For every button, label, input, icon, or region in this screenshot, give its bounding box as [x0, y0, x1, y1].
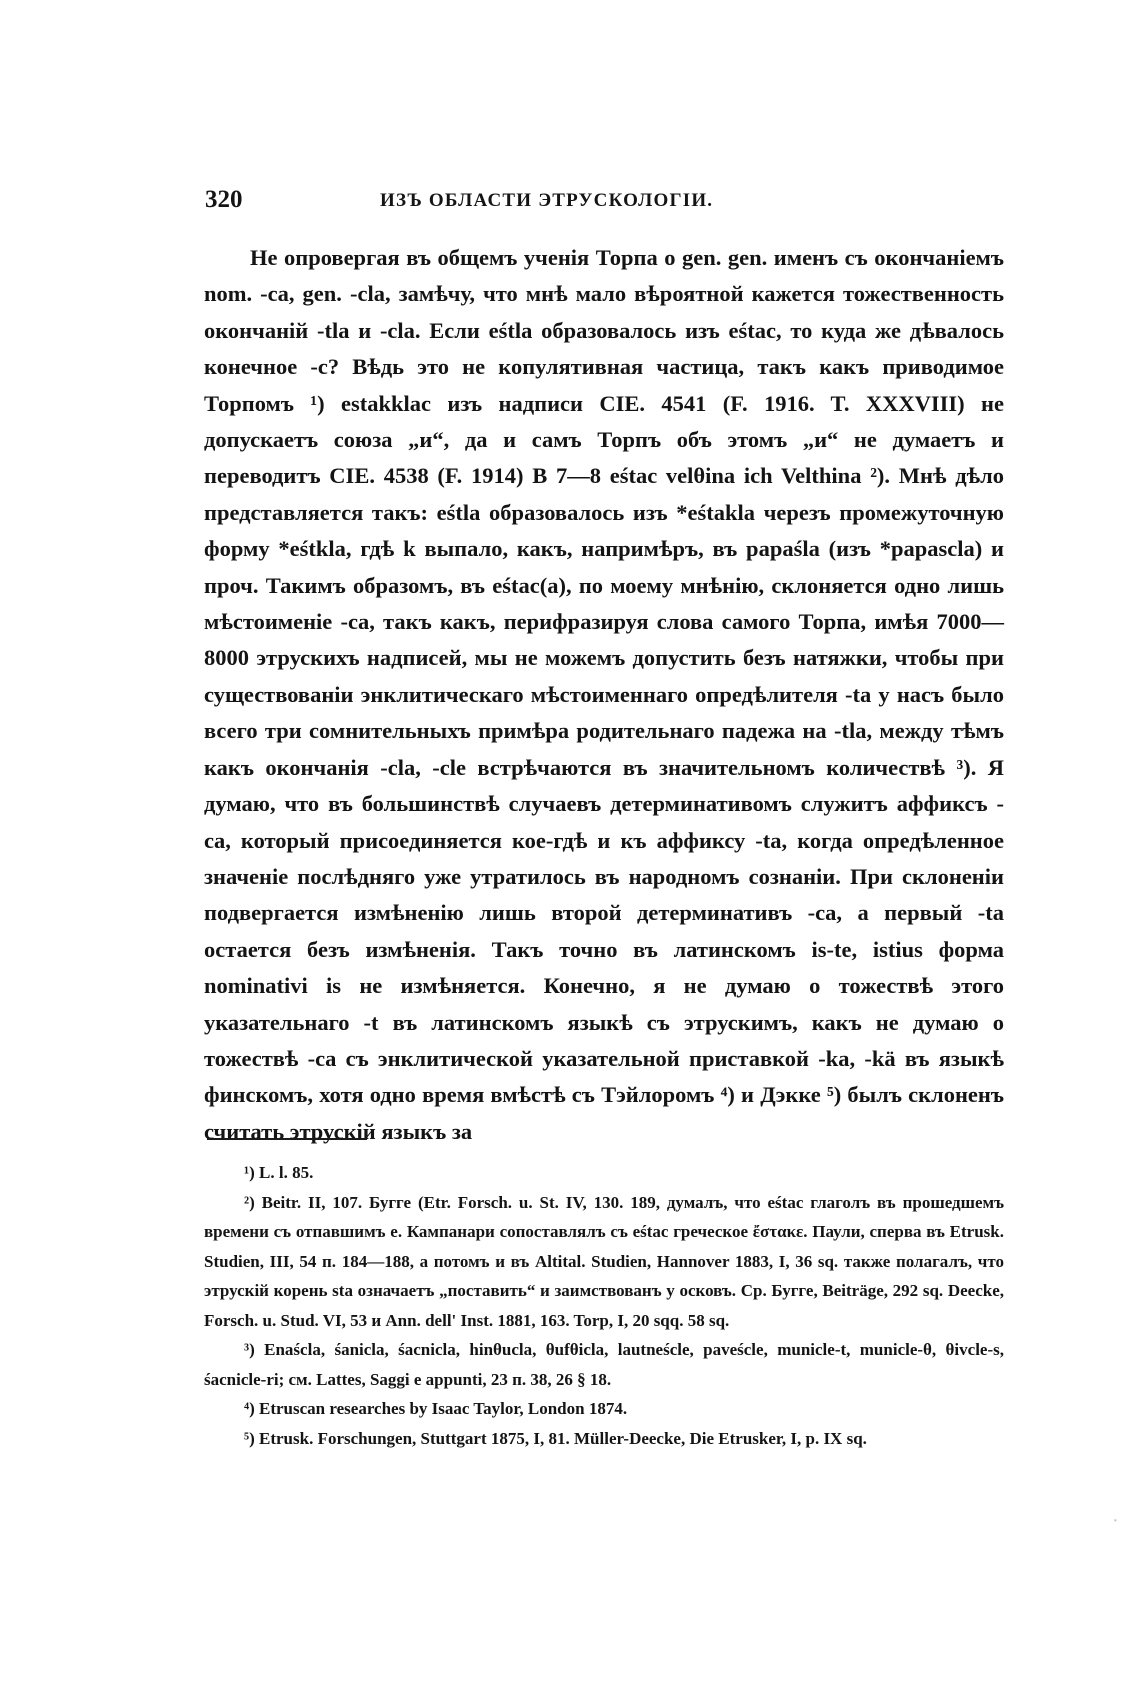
footnote-separator [207, 1138, 367, 1140]
footnote-2: ²) Beitr. II, 107. Бугге (Etr. Forsch. u. St. IV, 130. 189, думалъ, что eśtac глаголъ въ прошедшемъ времени съ отпавшимъ e. Кампанари сопоставлялъ съ eśtac греческое ἔστακε. Паули, сперва въ Etrusk. Studien, III, 54 п. 184—188, а потомъ и въ Altital. Studien, Hannover 1883, I, 36 sq. также полагалъ, что этрускій корень sta означаетъ „поставить“ и заимствованъ у осковъ. Ср. Бугге, Beiträge, 292 sq. Deecke, Forsch. u. Stud. VI, 53 и Ann. dell' Inst. 1881, 163. Torp, I, 20 sqq. 58 sq. [204, 1192, 1004, 1330]
footnote-3: ³) Enaścla, śanicla, śacnicla, hinθucla, θufθicla, lautneścle, paveścle, municle-t, municle-θ, θivcle-s, śacnicle-ri; см. Lattes, Saggi e appunti, 23 п. 38, 26 § 18. [204, 1340, 1004, 1389]
footnote-1: ¹) L. l. 85. [244, 1163, 314, 1182]
running-head: ИЗЪ ОБЛАСТИ ЭТРУСКОЛОГІИ. [380, 190, 714, 211]
main-paragraph: Не опровергая въ общемъ ученія Торпа о gen. gen. именъ съ окончаніемъ nom. -ca, gen. -cla, замѣчу, что мнѣ мало вѣроятной кажется тожественность окончаній -tla и -cla. Если eśtla образовалось изъ eśtac, то куда же дѣвалось конечное -c? Вѣдь это не копулятивная частица, такъ какъ приводимое Торпомъ ¹) estakklac изъ надписи CIE. 4541 (F. 1916. T. XXXVIII) не допускаетъ союза „и“, да и самъ Торпъ объ этомъ „и“ не думаетъ и переводитъ CIE. 4538 (F. 1914) B 7—8 eśtac velθina ich Velthina ²). Мнѣ дѣло представляется такъ: eśtla образовалось изъ *eśtakla черезъ промежуточную форму *eśtkla, гдѣ k выпало, какъ, напримѣръ, въ papaśla (изъ *papascla) и проч. Такимъ образомъ, въ eśtac(a), по моему мнѣнію, склоняется одно лишь мѣстоименіе -ca, такъ какъ, перифразируя слова самого Торпа, имѣя 7000—8000 этрускихъ надписей, мы не можемъ допустить безъ натяжки, чтобы при существованіи энклитическаго мѣстоименнаго опредѣлителя -ta у насъ было всего три сомнительныхъ примѣра родительнаго падежа на -tla, между тѣмъ какъ окончанія -cla, -cle встрѣчаются въ значительномъ количествѣ ³). Я думаю, что въ большинствѣ случаевъ детерминативомъ служитъ аффиксъ -ca, который присоединяется кое-гдѣ и къ аффиксу -ta, когда опредѣленное значеніе послѣдняго уже утратилось въ народномъ сознаніи. При склоненіи подвергается измѣненію лишь второй детерминативъ -ca, а первый -ta остается безъ измѣненія. Такъ точно въ латинскомъ is-te, istius форма nominativi is не измѣняется. Конечно, я не думаю о тожествѣ этого указательнаго -t въ латинскомъ языкѣ съ этрускимъ, какъ не думаю о тожествѣ -ca съ энклитической указательной приставкой -ka, -kä въ языкѣ финскомъ, хотя одно время вмѣстѣ съ Тэйлоромъ ⁴) и Дэкке ⁵) былъ склоненъ считать этрускій языкъ за [204, 245, 1004, 1144]
footnote-5: ⁵) Etrusk. Forschungen, Stuttgart 1875, I, 81. Müller-Deecke, Die Etrusker, I, p. IX sq. [244, 1428, 867, 1448]
footnote-4: ⁴) Etruscan researches by Isaac Taylor, London 1874. [244, 1399, 628, 1418]
footnotes-block [204, 1158, 1004, 1453]
page-number: 320 [205, 186, 243, 213]
margin-mark: · [1112, 1510, 1119, 1532]
